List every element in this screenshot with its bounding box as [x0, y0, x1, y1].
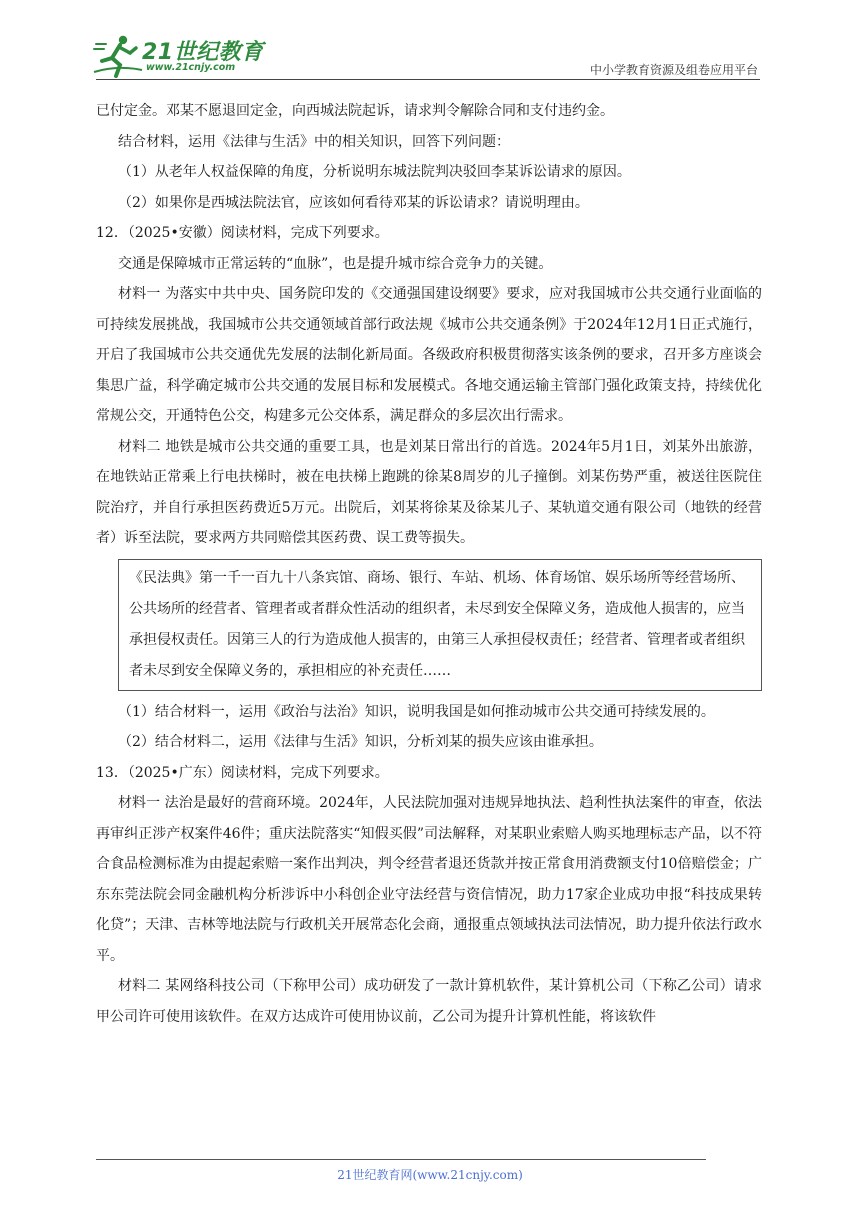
- runner-icon: [92, 34, 144, 78]
- question-13-material-1: 材料一 法治是最好的营商环境。2024年，人民法院加强对违规异地执法、趋利性执法案件的审查，依法再审纠正涉产权案件46件；重庆法院落实“知假买假”司法解释，对某职业索赔人购买地理标志产品，以不符合食品检测标准为由提起索赔一案作出判决，判令经营者退还货款并按正常食用消费额支付10倍赔偿金；广东东莞法院会同金融机构分析涉诉中小科创企业守法经营与资信情况，助力17家企业成功申报“科技成果转化贷”；天津、吉林等地法院与行政机关开展常态化会商，通报重点领域执法司法情况，助力提升依法行政水平。: [96, 795, 762, 964]
- question-11-1: （1）从老年人权益保障的角度，分析说明东城法院判决驳回李某诉讼请求的原因。: [118, 164, 631, 180]
- question-13-material-2: 材料二 某网络科技公司（下称甲公司）成功研发了一款计算机软件，某计算机公司（下称乙公司）请求甲公司许可使用该软件。在双方达成许可使用协议前，乙公司为提升计算机性能，将该软件: [96, 978, 762, 1025]
- document-body: [96, 96, 762, 1032]
- question-12-heading: 12．（2025•安徽）阅读材料，完成下列要求。: [96, 225, 389, 241]
- logo-url: www.21cnjy.com: [146, 62, 236, 73]
- question-12-intro: 交通是保障城市正常运转的“血脉”，也是提升城市综合竞争力的关键。: [118, 255, 553, 272]
- footer-divider: [96, 1159, 706, 1160]
- paragraph-deposit: 已付定金。邓某不愿退回定金，向西城法院起诉，请求判令解除合同和支付违约金。: [96, 103, 614, 119]
- site-logo[interactable]: [92, 34, 292, 80]
- header-divider: [96, 79, 760, 80]
- civil-code-quote-box: 《民法典》第一千一百九十八条宾馆、商场、银行、车站、机场、体育场馆、娱乐场所等经营场所、公共场所的经营者、管理者或者群众性活动的组织者，未尽到安全保障义务，造成他人损害的，应当承担侵权责任。因第三人的行为造成他人损害的，由第三人承担侵权责任；经营者、管理者或者组织者未尽到安全保障义务的，承担相应的补充责任……: [118, 559, 762, 691]
- logo-title: 21世纪教育: [142, 40, 264, 65]
- question-11-2: （2）如果你是西城法院法官，应该如何看待邓某的诉讼请求？请说明理由。: [118, 194, 589, 211]
- question-12-1: （1）结合材料一，运用《政治与法治》知识，说明我国是如何推动城市公共交通可持续发展的。: [118, 703, 715, 720]
- question-13-heading: 13．（2025•广东）阅读材料，完成下列要求。: [96, 764, 389, 781]
- page-header: [0, 0, 860, 80]
- paragraph-instruction: 结合材料，运用《法律与生活》中的相关知识，回答下列问题：: [118, 133, 510, 150]
- question-12-2: （2）结合材料二，运用《法律与生活》知识，分析刘某的损失应该由谁承担。: [118, 734, 603, 750]
- question-12-material-1: 材料一 为落实中共中央、国务院印发的《交通强国建设纲要》要求，应对我国城市公共交通行业面临的可持续发展挑战，我国城市公共交通领域首部行政法规《城市公共交通条例》于2024年12月1日正式施行，开启了我国城市公共交通优先发展的法制化新局面。各级政府积极贯彻落实该条例的要求，召开多方座谈会集思广益，科学确定城市公共交通的发展目标和发展模式。各地交通运输主管部门强化政策支持，持续优化常规公交，开通特色公交，构建多元公交体系，满足群众的多层次出行需求。: [96, 286, 762, 424]
- footer-link[interactable]: 21世纪教育网(www.21cnjy.com): [337, 1168, 523, 1182]
- question-12-material-2: 材料二 地铁是城市公共交通的重要工具，也是刘某日常出行的首选。2024年5月1日，刘某外出旅游，在地铁站正常乘上行电扶梯时，被在电扶梯上跑跳的徐某8周岁的儿子撞倒。刘某伤势严重，被送往医院住院治疗，并自行承担医药费近5万元。出院后，刘某将徐某及徐某儿子、某轨道交通有限公司（地铁的经营者）诉至法院，要求两方共同赔偿其医药费、误工费等损失。: [96, 438, 762, 546]
- platform-name: 中小学教育资源及组卷应用平台: [589, 63, 758, 77]
